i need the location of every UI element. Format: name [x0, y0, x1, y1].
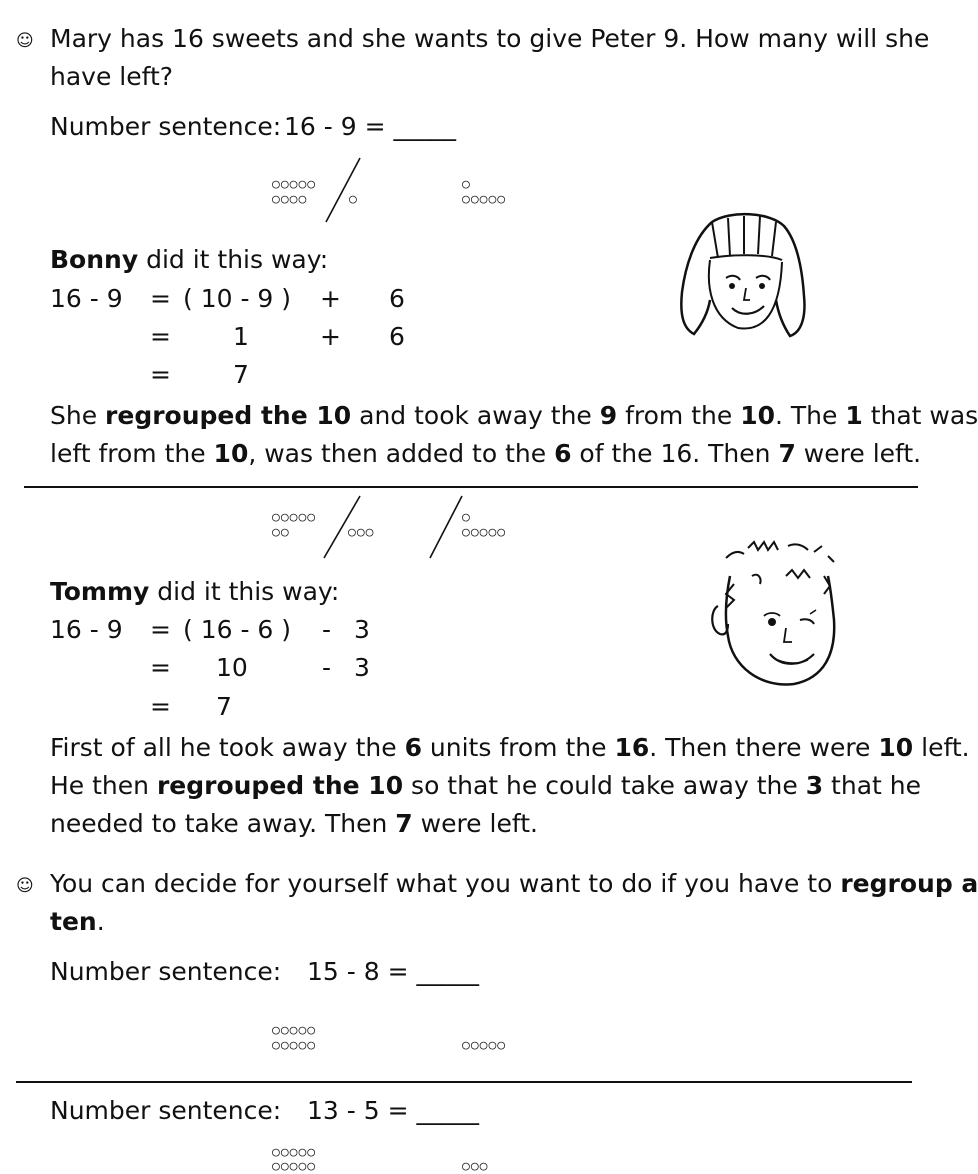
tommy-counters-right-bottom: ○○○○○	[462, 525, 507, 540]
tommy-row2-val2: 3	[354, 653, 370, 682]
tommy-row1-lhs: 16 - 9	[50, 615, 123, 644]
tommy-row1-val: 3	[354, 615, 370, 644]
bonny-row1-val: 6	[389, 284, 405, 313]
tommy-regroup-slash-1	[318, 494, 364, 562]
tommy-explanation-line3: needed to take away. Then 7 were left.	[50, 809, 538, 838]
q1-counters-left-top: ○○○○○	[272, 177, 317, 192]
ex2-number-sentence-label: Number sentence:	[50, 1096, 282, 1125]
tommy-explanation-line2: He then regrouped the 10 so that he could take away the 3 that he	[50, 771, 921, 800]
q1-number-sentence: 16 - 9 = _____	[284, 112, 456, 141]
bonny-row1-op: +	[320, 284, 341, 313]
tommy-row3-val: 7	[216, 692, 232, 721]
bonny-name: Bonny	[50, 245, 139, 274]
ex2-number-sentence: 13 - 5 = _____	[307, 1096, 479, 1125]
q1-counters-right-bottom: ○○○○○	[462, 192, 507, 207]
section-divider-2	[16, 1081, 912, 1083]
tommy-counters-left-bottom: ○○	[272, 525, 290, 540]
bonny-row3-eq: =	[150, 360, 171, 389]
tommy-row1-eq: =	[150, 615, 171, 644]
q1-counters-right-top: ○	[462, 177, 471, 192]
q1-regroup-slash	[318, 156, 366, 226]
bonny-row2-val1: 1	[233, 322, 249, 351]
ex1-counters-left-bottom: ○○○○○	[272, 1038, 317, 1053]
tommy-name: Tommy	[50, 577, 150, 606]
bonny-intro: did it this way:	[146, 245, 329, 274]
smiley-bullet-icon-2: ☺	[16, 876, 34, 896]
q2-text-line1: You can decide for yourself what you want to do if you have to regroup a	[50, 869, 978, 898]
ex2-counters-left-top: ○○○○○	[272, 1145, 317, 1160]
bonny-explanation-line2: left from the 10, was then added to the 6 of the 16. Then 7 were left.	[50, 439, 922, 468]
q1-number-sentence-label: Number sentence:	[50, 112, 282, 141]
q1-text-line1: Mary has 16 sweets and she wants to give Peter 9. How many will she	[50, 24, 930, 53]
bonny-heading	[50, 245, 328, 275]
bonny-row1-eq: =	[150, 284, 171, 313]
bonny-row1-lhs: 16 - 9	[50, 284, 123, 313]
ex2-counters-left-bottom: ○○○○○	[272, 1159, 317, 1174]
tommy-row2-eq: =	[150, 653, 171, 682]
bonny-row1-bracket: ( 10 - 9 )	[183, 284, 292, 313]
section-divider-1	[24, 486, 918, 488]
tommy-row1-bracket: ( 16 - 6 )	[183, 615, 292, 644]
ex1-counters-right: ○○○○○	[462, 1038, 507, 1053]
ex1-number-sentence: 15 - 8 = _____	[307, 957, 479, 986]
q2-text-line2: ten.	[50, 907, 105, 936]
tommy-row3-eq: =	[150, 692, 171, 721]
bonny-row2-op: +	[320, 322, 341, 351]
tommy-regroup-slash-2	[426, 494, 466, 562]
tommy-heading	[50, 577, 339, 607]
bonny-row2-val2: 6	[389, 322, 405, 351]
tommy-face-illustration	[704, 536, 844, 692]
ex1-number-sentence-label: Number sentence:	[50, 957, 282, 986]
tommy-row2-op: -	[322, 653, 332, 682]
q1-counters-left-bottom: ○○○○	[272, 192, 308, 207]
tommy-row2-val1: 10	[216, 653, 248, 682]
bonny-row2-eq: =	[150, 322, 171, 351]
tommy-explanation-line1: First of all he took away the 6 units from the 16. Then there were 10 left.	[50, 733, 970, 762]
tommy-intro: did it this way:	[157, 577, 340, 606]
q1-text-line2: have left?	[50, 62, 174, 91]
q1-counters-left-extra: ○	[349, 192, 358, 207]
ex2-counters-right: ○○○	[462, 1159, 489, 1174]
tommy-counters-right-top: ○	[462, 510, 471, 525]
tommy-counters-left-top: ○○○○○	[272, 510, 317, 525]
bonny-explanation-line1: She regrouped the 10 and took away the 9 from the 10. The 1 that was	[50, 401, 978, 430]
smiley-bullet-icon: ☺	[16, 31, 34, 51]
tommy-row1-op: -	[322, 615, 332, 644]
tommy-counters-left-extra: ○○○	[348, 525, 375, 540]
bonny-face-illustration	[672, 208, 818, 342]
bonny-row3-val: 7	[233, 360, 249, 389]
ex1-counters-left-top: ○○○○○	[272, 1023, 317, 1038]
